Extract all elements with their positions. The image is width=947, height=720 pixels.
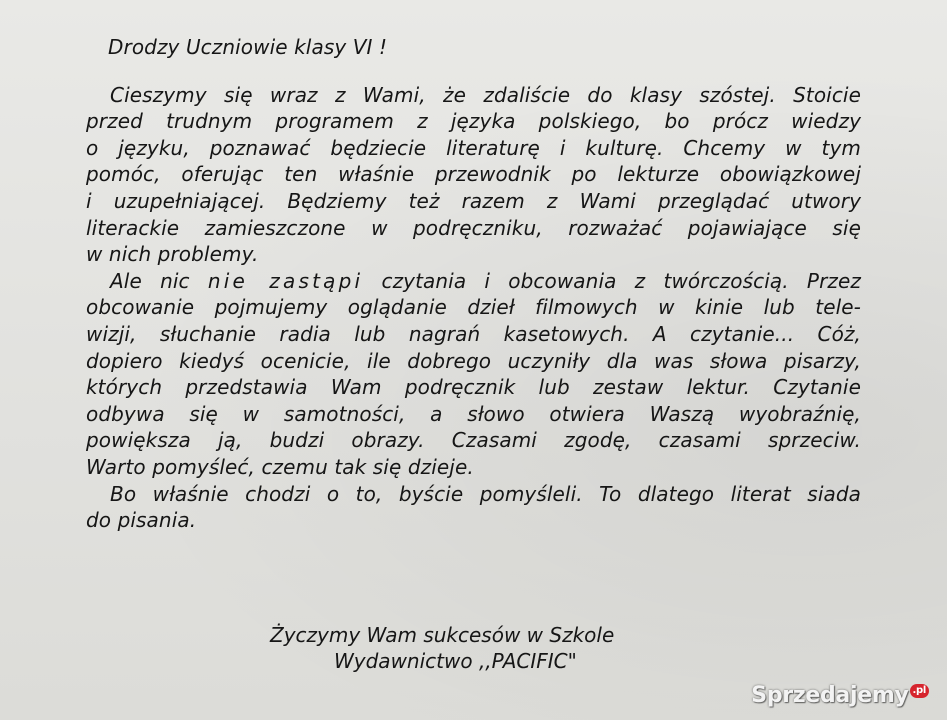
text-line: pomóc, oferując ten właśnie przewodnik po lekturze obowiązkowej xyxy=(86,162,861,187)
text-line xyxy=(86,268,861,295)
letter-body xyxy=(86,34,861,534)
text-line: i uzupełniającej. Będziemy też razem z Wami przeglądać utwory xyxy=(86,188,861,213)
signature-block xyxy=(270,622,614,674)
text-line: Warto pomyśleć, czemu tak się dzieje. xyxy=(86,454,474,479)
text-line: powiększa ją, budzi obrazy. Czasami zgodę, czasami sprzeciw. xyxy=(86,428,861,453)
emphasized-text: nie zastąpi xyxy=(207,268,364,293)
text-line: Cieszymy się wraz z Wami, że zdaliście do klasy szóstej. Stoicie xyxy=(110,82,861,107)
watermark-tld: .pl xyxy=(910,684,930,698)
text-line: wizji, słuchanie radia lub nagrań kasetowych. A czytanie... Cóż, xyxy=(86,321,861,346)
closing-wish: Życzymy Wam sukcesów w Szkole xyxy=(270,623,615,647)
text-line: literackie zamieszczone w podręczniku, rozważać pojawiające się xyxy=(86,215,861,240)
text-line: obcowanie pojmujemy oglądanie dzieł filmowych w kinie lub tele- xyxy=(86,295,861,320)
text-line: Bo właśnie chodzi o to, byście pomyśleli. To dlatego literat siada xyxy=(110,481,861,506)
paragraph-3 xyxy=(86,481,861,534)
greeting: Drodzy Uczniowie klasy VI ! xyxy=(108,35,388,59)
text-line: których przedstawia Wam podręcznik lub zestaw lektur. Czytanie xyxy=(86,375,861,400)
paragraph-1 xyxy=(86,82,861,268)
lead-text: Ale nic xyxy=(110,268,190,293)
text-line: dopiero kiedyś ocenicie, ile dobrego uczyniły dla was słowa pisarzy, xyxy=(86,348,861,373)
line-rest: czytania i obcowania z twórczością. Przez xyxy=(381,268,861,293)
text-line: w nich problemy. xyxy=(86,242,259,267)
sprzedajemy-watermark xyxy=(751,683,929,708)
paragraph-2 xyxy=(86,268,861,481)
publisher-name: Wydawnictwo ,,PACIFIC" xyxy=(334,649,577,673)
text-line: o języku, poznawać będziecie literaturę i kulturę. Chcemy w tym xyxy=(86,135,861,160)
watermark-brand: Sprzedajemy xyxy=(751,683,909,708)
text-line: odbywa się w samotności, a słowo otwiera Waszą wyobraźnię, xyxy=(86,401,861,426)
text-line: przed trudnym programem z języka polskiego, bo prócz wiedzy xyxy=(86,109,861,134)
text-line: do pisania. xyxy=(86,508,197,533)
